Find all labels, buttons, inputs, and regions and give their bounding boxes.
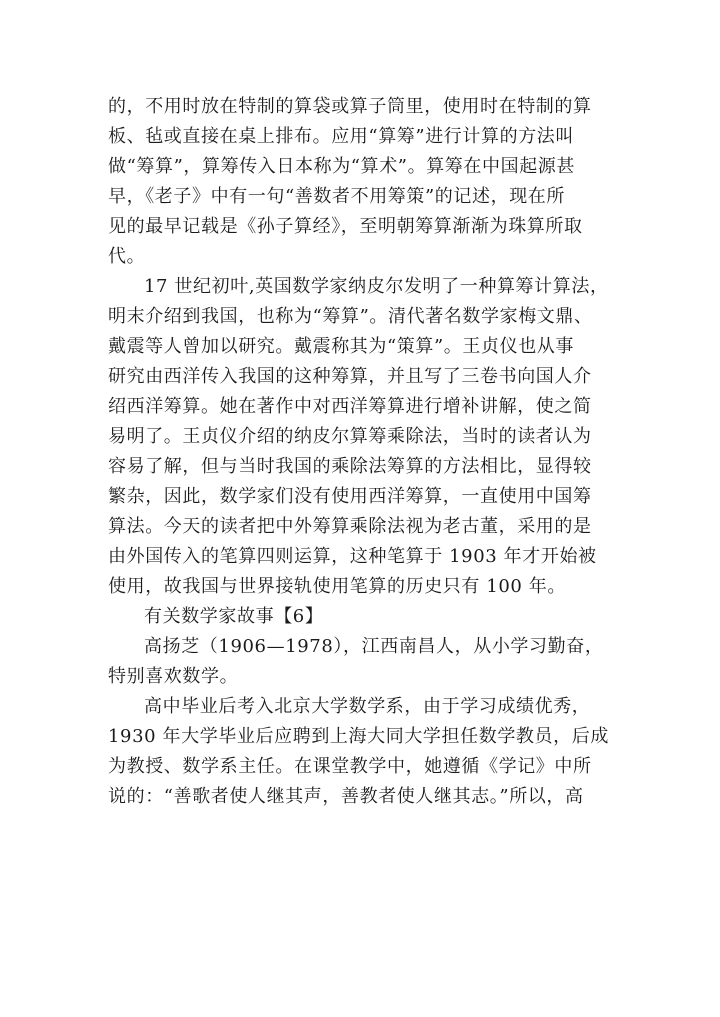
text-line: 说的：“善歌者使人继其声，善教者使人继其志。”所以，高 bbox=[108, 786, 584, 807]
text-line: 的，不用时放在特制的算袋或算子筒里，使用时在特制的算 bbox=[108, 96, 592, 117]
document-page bbox=[108, 92, 614, 812]
text-line: 17 世纪初叶,英国数学家纳皮尔发明了一种算筹计算法， bbox=[144, 276, 609, 297]
text-line: 容易了解，但与当时我国的乘除法筹算的方法相比，显得较 bbox=[108, 456, 592, 477]
paragraph-napier-rods bbox=[108, 272, 614, 602]
text-line: 研究由西洋传入我国的这种筹算，并且写了三卷书向国人介 bbox=[108, 366, 592, 387]
paragraph-counting-rods bbox=[108, 92, 614, 272]
text-line: 高扬芝（1906—1978），江西南昌人，从小学习勤奋， bbox=[144, 636, 604, 657]
text-line: 使用，故我国与世界接轨使用笔算的历史只有 100 年。 bbox=[108, 576, 566, 597]
text-line: 繁杂，因此，数学家们没有使用西洋筹算，一直使用中国筹 bbox=[108, 486, 592, 507]
paragraph-gao-yangzhi-career bbox=[108, 692, 614, 812]
text-line: 代。 bbox=[108, 246, 146, 267]
text-line: 见的最早记载是《孙子算经》，至明朝筹算渐渐为珠算所取 bbox=[108, 216, 583, 237]
text-line: 早，《老子》中有一句“善数者不用筹策”的记述，现在所 bbox=[108, 186, 566, 207]
text-line: 高中毕业后考入北京大学数学系，由于学习成绩优秀， bbox=[144, 696, 591, 717]
text-line: 做“筹算”，算筹传入日本称为“算术”。算筹在中国起源甚 bbox=[108, 156, 576, 177]
section-heading: 有关数学家故事【6】 bbox=[144, 606, 324, 627]
paragraph-gao-yangzhi-intro bbox=[108, 632, 614, 692]
text-line: 算法。今天的读者把中外筹算乘除法视为老古董，采用的是 bbox=[108, 516, 592, 537]
text-line: 绍西洋筹算。她在著作中对西洋筹算进行增补讲解，使之简 bbox=[108, 396, 592, 417]
text-line: 明末介绍到我国，也称为“筹算”。清代著名数学家梅文鼎、 bbox=[108, 306, 593, 327]
text-line: 由外国传入的笔算四则运算，这种笔算于 1903 年才开始被 bbox=[108, 546, 597, 567]
text-line: 板、毡或直接在桌上排布。应用“算筹”进行计算的方法叫 bbox=[108, 126, 575, 147]
text-line: 易明了。王贞仪介绍的纳皮尔算筹乘除法，当时的读者认为 bbox=[108, 426, 592, 447]
text-line: 1930 年大学毕业后应聘到上海大同大学担任数学教员，后成 bbox=[108, 726, 609, 747]
text-line: 为教授、数学系主任。在课堂教学中，她遵循《学记》中所 bbox=[108, 756, 592, 777]
text-line: 特别喜欢数学。 bbox=[108, 666, 239, 687]
text-line: 戴震等人曾加以研究。戴震称其为“策算”。王贞仪也从事 bbox=[108, 336, 575, 357]
